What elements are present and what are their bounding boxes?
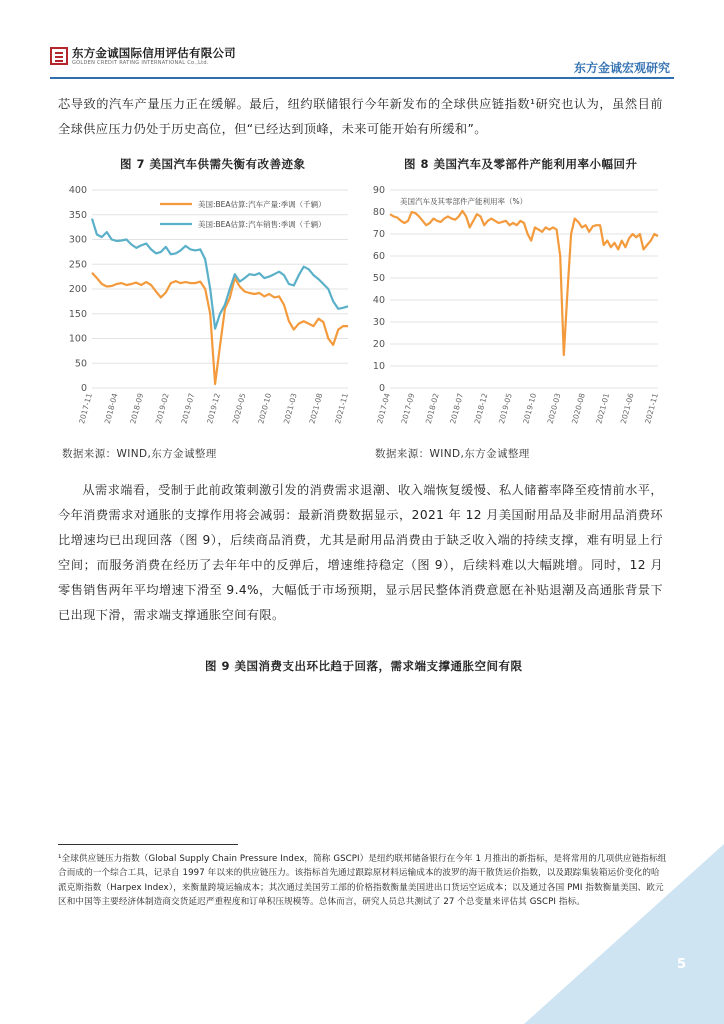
x-tick-label: 2018-09 — [128, 392, 146, 425]
x-tick-label: 2017-11 — [77, 392, 94, 425]
y-tick-label: 40 — [372, 295, 385, 306]
y-tick-label: 50 — [74, 358, 87, 370]
x-tick-label: 2018-12 — [472, 392, 490, 425]
figure-8-title: 图 8 美国汽车及零部件产能利用率小幅回升 — [404, 157, 638, 171]
x-tick-label: 2019-07 — [179, 392, 197, 425]
figure-8-source: 数据来源：WIND,东方金诚整理 — [375, 448, 530, 460]
figure-7-title: 图 7 美国汽车供需失衡有改善迹象 — [120, 157, 306, 171]
x-tick-label: 2020-08 — [570, 392, 587, 425]
x-tick-label: 2019-02 — [153, 392, 171, 425]
legend-label: 美国:BEA估算:汽车销售:季调（千辆） — [198, 220, 326, 229]
x-tick-label: 2021-06 — [618, 392, 636, 425]
y-tick-label: 60 — [372, 251, 385, 262]
y-tick-label: 150 — [68, 308, 87, 320]
gridlines — [390, 190, 658, 388]
company-name-cn: 东方金诚国际信用评估有限公司 — [72, 46, 236, 60]
x-tick-label: 2021-11 — [643, 392, 660, 425]
x-tick-label: 2018-04 — [102, 392, 120, 425]
y-tick-label: 90 — [372, 185, 385, 196]
x-tick-label: 2021-08 — [307, 392, 325, 425]
x-tick-label: 2018-07 — [448, 392, 466, 425]
x-tick-label: 2018-02 — [423, 392, 441, 425]
series-line-2 — [92, 219, 348, 329]
x-tick-label: 2020-10 — [256, 392, 274, 425]
y-tick-label: 350 — [68, 209, 87, 221]
y-tick-label: 0 — [378, 383, 385, 394]
legend-label: 美国:BEA估算:汽车产量:季调（千辆） — [198, 200, 326, 209]
header-divider — [50, 77, 674, 79]
x-tick-label: 2019-12 — [205, 392, 222, 425]
series-line-1 — [390, 211, 658, 355]
corner-decoration — [524, 844, 724, 1024]
x-tick-label: 2021-11 — [333, 392, 350, 425]
y-tick-label: 70 — [372, 229, 385, 240]
brand-title: 东方金诚宏观研究 — [573, 61, 670, 75]
x-tick-label: 2021-03 — [281, 392, 299, 425]
company-logo — [50, 47, 236, 66]
page-number: 5 — [676, 957, 686, 972]
page-header — [50, 47, 674, 81]
logo-icon — [50, 47, 68, 65]
footnote: ¹全球供应链压力指数（Global Supply Chain Pressure Index，简称 GSCPI）是纽约联邦储备银行在今年 1 月推出的新指标，是将常用的几项供应链指标组合而成的一个综合工具，记录自 1997 年以来的供应链压力。该指标首先通过跟踪原材料运输成本的波罗的海干散货运价指数，以及跟踪集装箱运价变化的哈派克斯指数（Harpex Index），来衡量跨境运输成本；其次通过美国劳工部的价格指数衡量美国进出口货运空运成本；以及通过各国 PMI 指数衡量美国、欧元区和中国等主要经济体制造商交货延迟严重程度和订单积压规模等。总体而言，研究人员总共测试了 27 个总变量来评估其 GSCPI 指标。 — [58, 854, 667, 908]
legend-label: 美国汽车及其零部件产能利用率（%） — [400, 197, 528, 206]
y-tick-label: 0 — [80, 383, 87, 394]
y-tick-label: 200 — [68, 284, 87, 295]
paragraph-2: 从需求端看，受制于此前政策刺激引发的消费需求退潮、收入端恢复缓慢、私人储蓄率降至疫情前水平，今年消费需求对通胀的支撑作用将会减弱：最新消费数据显示，2021 年 12 月美国耐用品及非耐用品消费环比增速均已出现回落（图 9），后续商品消费，尤其是耐用品消费由于缺乏收入端的持续支撑，难有明显上行空间；而服务消费在经历了去年年中的反弹后，增速维持稳定（图 9），后续料难以大幅跳增。同时，12 月零售销售两年平均增速下滑至 9.4%，大幅低于市场预期，显示居民整体消费意愿在补贴退潮及高通胀背景下已出现下滑，需求端支撑通胀空间有限。 — [58, 483, 663, 622]
company-name-en: GOLDEN CREDIT RATING INTERNATIONAL Co.,Ltd. — [72, 60, 209, 66]
x-tick-label: 2020-03 — [545, 392, 563, 425]
x-tick-label: 2019-05 — [496, 392, 514, 425]
x-tick-label: 2017-09 — [399, 392, 417, 425]
figure-7-source: 数据来源：WIND,东方金诚整理 — [62, 448, 217, 460]
x-tick-label: 2021-01 — [594, 392, 612, 425]
y-tick-label: 250 — [68, 259, 87, 271]
y-tick-label: 20 — [372, 339, 385, 350]
y-tick-label: 10 — [372, 361, 385, 372]
y-tick-label: 400 — [68, 185, 87, 196]
x-tick-label: 2019-10 — [521, 392, 539, 425]
figure-7-chart — [62, 180, 358, 438]
x-tick-label: 2017-04 — [375, 392, 392, 425]
y-tick-label: 30 — [372, 317, 385, 328]
y-tick-label: 50 — [372, 273, 385, 284]
figure-8-chart — [368, 180, 668, 438]
figure-9-title: 图 9 美国消费支出环比趋于回落，需求端支撑通胀空间有限 — [205, 659, 523, 673]
footnote-divider — [58, 844, 238, 845]
y-tick-label: 80 — [372, 207, 385, 218]
y-tick-label: 100 — [68, 333, 87, 345]
x-tick-label: 2020-05 — [230, 392, 248, 425]
y-tick-label: 300 — [68, 234, 87, 246]
paragraph-1: 芯导致的汽车产量压力正在缓解。最后，纽约联储银行今年新发布的全球供应链指数¹研究也认为，虽然目前全球供应压力仍处于历史高位，但“已经达到顶峰，未来可能开始有所缓和”。 — [58, 97, 663, 136]
